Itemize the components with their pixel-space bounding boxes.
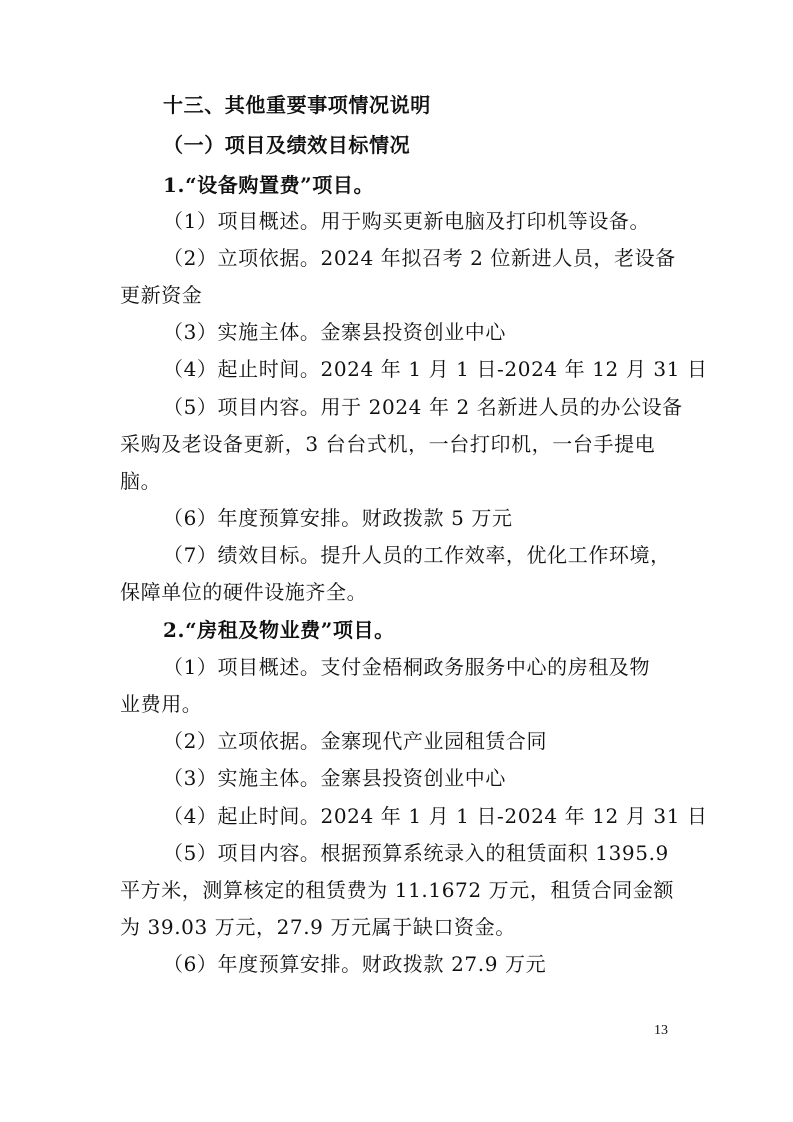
project2-title: 2.“房租及物业费”项目。 [163,618,395,642]
project1-content-line2: 采购及老设备更新，3 台台式机，一台打印机，一台手提电 [120,432,656,456]
section-heading: 十三、其他重要事项情况说明 [163,93,431,117]
subsection-heading: （一）项目及绩效目标情况 [163,133,411,157]
project1-budget: （6）年度预算安排。财政拨款 5 万元 [163,506,513,530]
project2-budget: （6）年度预算安排。财政拨款 27.9 万元 [163,952,547,976]
project1-content-line1: （5）项目内容。用于 2024 年 2 名新进人员的办公设备 [163,395,683,419]
project2-content-line3: 为 39.03 万元，27.9 万元属于缺口资金。 [120,915,516,939]
project1-period: （4）起止时间。2024 年 1 月 1 日-2024 年 12 月 31 日 [163,357,708,381]
project1-overview: （1）项目概述。用于购买更新电脑及打印机等设备。 [163,209,651,233]
project2-content-line1: （5）项目内容。根据预算系统录入的租赁面积 1395.9 [163,841,669,865]
project1-goal-line2: 保障单位的硬件设施齐全。 [120,580,368,604]
project2-subject: （3）实施主体。金寨县投资创业中心 [163,766,506,790]
project1-basis-line1: （2）立项依据。2024 年拟召考 2 位新进人员，老设备 [163,246,676,270]
project1-goal-line1: （7）绩效目标。提升人员的工作效率，优化工作环境， [163,543,671,567]
project1-subject: （3）实施主体。金寨县投资创业中心 [163,320,506,344]
project1-content-line3: 脑。 [120,469,162,493]
project2-overview-line1: （1）项目概述。支付金梧桐政务服务中心的房租及物 [163,655,651,679]
project2-content-line2: 平方米，测算核定的租赁费为 11.1672 万元，租赁合同金额 [120,878,675,902]
project2-period: （4）起止时间。2024 年 1 月 1 日-2024 年 12 月 31 日 [163,804,708,828]
project2-basis: （2）立项依据。金寨现代产业园租赁合同 [163,729,548,753]
project1-title: 1.“设备购置费”项目。 [163,173,375,197]
project2-overview-line2: 业费用。 [120,692,203,716]
page-number: 13 [654,1023,668,1038]
project1-basis-line2: 更新资金 [120,283,203,307]
